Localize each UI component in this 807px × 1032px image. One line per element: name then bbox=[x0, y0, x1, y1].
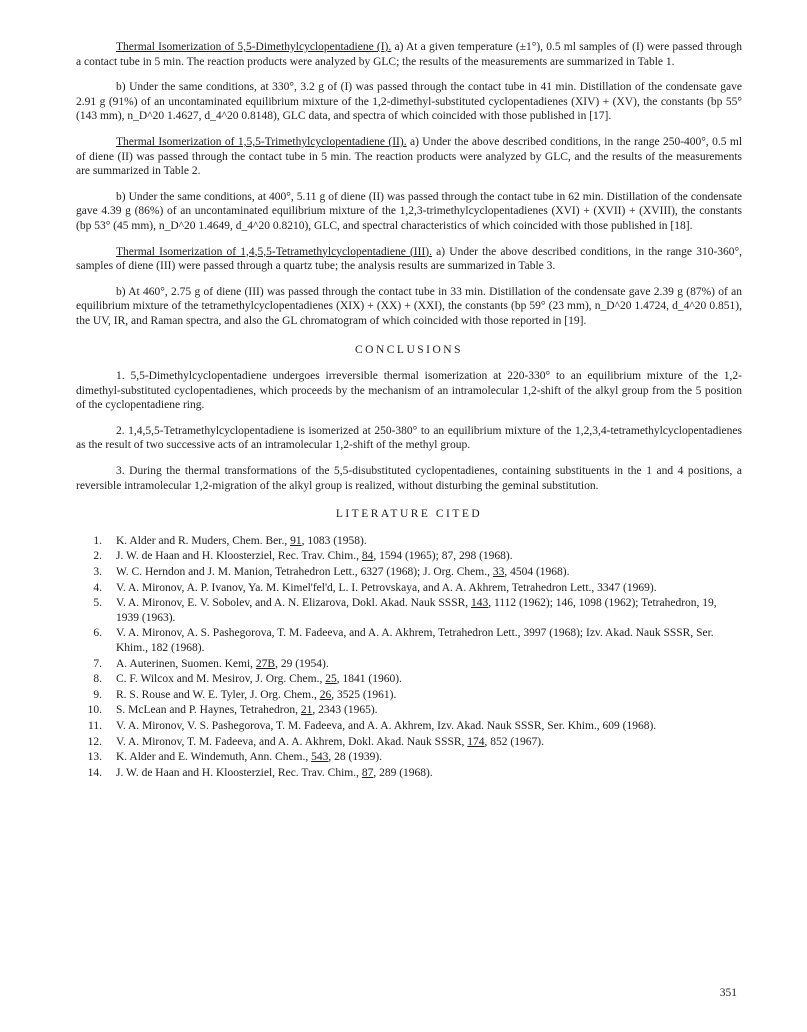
reference-number: 11 . bbox=[76, 719, 102, 734]
reference-text: C. F. Wilcox and M. Mesirov, J. Org. Chem., bbox=[116, 673, 326, 686]
reference-volume: 543 bbox=[311, 751, 329, 764]
conclusion-3: 3. During the thermal transformations of the 5,5-disubstituted cyclopentadienes, containing substituents in the 1 and 4 positions, a reversible intramolecular 1,2-migration of the alkyl group is realized, without disturbing the geminal substitution. bbox=[76, 465, 742, 492]
reference-item bbox=[76, 688, 742, 703]
reference-list bbox=[76, 534, 742, 781]
reference-number: 3 . bbox=[76, 565, 102, 580]
paragraph-thermal-isomerization-iii-b: b) At 460°, 2.75 g of diene (III) was passed through the contact tube in 33 min. Distillation of the condensate gave 2.39 g (87%) of an equilibrium mixture of the tetramethylcyclopentadienes (XIX) + (XX) + (XXI), the constants (bp 59° (23 mm), n_D^20 1.4724, d_4^20 0.851), the UV, IR, and Raman spectra, and also the GL chromatogram of which coincided with those reported in [19]. bbox=[76, 285, 742, 327]
reference-item bbox=[76, 596, 742, 625]
reference-number: 2 . bbox=[76, 549, 102, 564]
reference-item bbox=[76, 657, 742, 672]
page-body bbox=[76, 40, 742, 781]
reference-text: , 1083 (1958). bbox=[301, 534, 367, 547]
reference-text: V. A. Mironov, A. S. Pashegorova, T. M. Fadeeva, and A. A. Akhrem, Tetrahedron Lett., 3997 (1968); Izv. Akad. Nauk SSSR, Ser. Khim., 182 (1968). bbox=[116, 627, 714, 654]
reference-text: S. McLean and P. Haynes, Tetrahedron, bbox=[116, 704, 301, 717]
paragraph-thermal-isomerization-ii-b: b) Under the same conditions, at 400°, 5.11 g of diene (II) was passed through the contact tube in 62 min. Distillation of the condensate gave 4.39 g (86%) of an uncontaminated equilibrium mixture of the 1,2,3-trimethylcyclopentadienes (XVI) + (XVII) + (XVIII), the constants (bp 53° (45 mm), n_D^20 1.4649, d_4^20 0.8210), GLC, and spectral characteristics of which coincided with those published in [18]. bbox=[76, 190, 742, 232]
conclusion-2: 2. 1,4,5,5-Tetramethylcyclopentadiene is isomerized at 250-380° to an equilibrium mixture of the 1,2,3,4-tetramethylcyclopentadienes as the result of two successive acts of an intramolecular 1,2-shift of the methyl group. bbox=[76, 424, 742, 452]
reference-volume: 174 bbox=[467, 735, 485, 748]
reference-volume: 143 bbox=[471, 597, 489, 610]
reference-item bbox=[76, 735, 742, 750]
reference-item bbox=[76, 750, 742, 765]
reference-volume: 27B bbox=[255, 657, 276, 670]
reference-text: , 29 (1954). bbox=[275, 657, 329, 670]
reference-volume: 25 bbox=[325, 673, 337, 686]
reference-item bbox=[76, 719, 742, 734]
reference-number: 4 . bbox=[76, 581, 102, 596]
reference-text: J. W. de Haan and H. Kloosterziel, Rec. Trav. Chim., bbox=[116, 766, 362, 779]
paragraph-thermal-isomerization-ii-a bbox=[76, 135, 742, 179]
reference-item bbox=[76, 703, 742, 718]
reference-text: K. Alder and E. Windemuth, Ann. Chem., bbox=[116, 751, 312, 764]
reference-item bbox=[76, 626, 742, 655]
reference-number: 7 . bbox=[76, 657, 102, 672]
reference-volume: 26 bbox=[319, 688, 332, 701]
reference-text: , 852 (1967). bbox=[484, 735, 544, 748]
paragraph-text: a) Under the above described conditions, in the range 310-360°, samples of diene (III) were passed through a quartz tube; the analysis results are summarized in Table 3. bbox=[76, 245, 743, 273]
reference-item bbox=[76, 672, 742, 687]
reference-text: V. A. Mironov, E. V. Sobolev, and A. N. Elizarova, Dokl. Akad. Nauk SSSR, bbox=[116, 597, 472, 610]
reference-volume: 87 bbox=[361, 766, 374, 779]
paragraph-thermal-isomerization-iii-a bbox=[76, 245, 742, 274]
reference-text: V. A. Mironov, V. S. Pashegorova, T. M. Fadeeva, and A. A. Akhrem, Izv. Akad. Nauk SSSR, Ser. Khim., 609 (1968). bbox=[116, 719, 657, 732]
conclusion-1: 1. 5,5-Dimethylcyclopentadiene undergoes irreversible thermal isomerization at 220-330° to an equilibrium mixture of the 1,2-dimethyl-substituted cyclopentadienes, which proceeds by the mechanism of an intramolecular 1,2-shift of the alkyl group from the 5 position of the cyclopentadiene ring. bbox=[76, 370, 742, 412]
reference-item bbox=[76, 549, 742, 564]
reference-item bbox=[76, 766, 742, 781]
reference-text: V. A. Mironov, T. M. Fadeeva, and A. A. Akhrem, Dokl. Akad. Nauk SSSR, bbox=[116, 735, 468, 748]
paragraph-text: a) At a given temperature (±1°), 0.5 ml samples of (I) were passed through a contact tube in 5 min. The reaction products were analyzed by GLC; the results of the measurements are summarized in Table 1. bbox=[76, 41, 743, 68]
reference-number: 1 . bbox=[76, 534, 102, 549]
page-number: 351 bbox=[719, 987, 737, 999]
reference-text: , 2343 (1965). bbox=[312, 704, 378, 717]
reference-item bbox=[76, 581, 742, 596]
reference-number: 6 . bbox=[76, 626, 102, 641]
reference-text: W. C. Herndon and J. M. Manion, Tetrahedron Lett., 6327 (1968); J. Org. Chem., bbox=[116, 566, 493, 579]
reference-text: A. Auterinen, Suomen. Kemi, bbox=[116, 657, 256, 670]
reference-item bbox=[76, 565, 742, 580]
reference-number: 14 . bbox=[76, 766, 102, 781]
paragraph-thermal-isomerization-i-a bbox=[76, 40, 742, 69]
section-head: Thermal Isomerization of 1,5,5-Trimethylcyclopentadiene (II). bbox=[116, 135, 407, 148]
paragraph-thermal-isomerization-i-b: b) Under the same conditions, at 330°, 3.2 g of (I) was passed through the contact tube in 41 min. Distillation of the condensate gave 2.91 g (91%) of an uncontaminated equilibrium mixture of the 1,2-dimethyl-substituted cyclopentadienes (XIV) + (XV), the constants (bp 55° (143 mm), n_D^20 1.4627, d_4^20 0.8148), GLC data, and spectra of which coincided with those published in [17]. bbox=[76, 81, 742, 123]
reference-volume: 84 bbox=[361, 550, 374, 563]
reference-number: 10 . bbox=[76, 703, 102, 718]
reference-number: 9 . bbox=[76, 688, 102, 703]
reference-volume: 91 bbox=[290, 534, 302, 547]
reference-text: , 4504 (1968). bbox=[504, 566, 570, 579]
reference-number: 5 . bbox=[76, 596, 102, 611]
reference-text: , 289 (1968). bbox=[373, 766, 433, 779]
conclusions-heading: CONCLUSIONS bbox=[354, 343, 463, 356]
reference-number: 13 . bbox=[76, 750, 102, 765]
reference-volume: 33 bbox=[492, 566, 505, 579]
literature-heading: LITERATURE CITED bbox=[335, 508, 483, 521]
section-head: Thermal Isomerization of 1,4,5,5-Tetramethylcyclopentadiene (III). bbox=[116, 245, 432, 258]
reference-text: , 1594 (1965); 87, 298 (1968). bbox=[373, 550, 513, 563]
reference-text: , 28 (1939). bbox=[328, 751, 383, 764]
reference-text: V. A. Mironov, A. P. Ivanov, Ya. M. Kimel'fel'd, L. I. Petrovskaya, and A. A. Akhrem, Tetrahedron Lett., 3347 (1969). bbox=[116, 581, 657, 594]
section-head: Thermal Isomerization of 5,5-Dimethylcyclopentadiene (I). bbox=[116, 41, 392, 53]
reference-text: , 1112 (1962); 146, 1098 (1962); Tetrahedron, 19, 1939 (1963). bbox=[116, 597, 717, 624]
reference-number: 12 . bbox=[76, 735, 102, 750]
reference-text: R. S. Rouse and W. E. Tyler, J. Org. Chem., bbox=[116, 688, 320, 701]
paragraph-text: a) Under the above described conditions, in the range 250-400°, 0.5 ml of diene (II) was passed through the contact tube in 5 min. The reaction products were analyzed by GLC, and the results of the measurements are summarized in Table 2. bbox=[76, 135, 743, 178]
reference-number: 8 . bbox=[76, 672, 102, 687]
reference-volume: 21 bbox=[300, 704, 313, 717]
reference-text: , 3525 (1961). bbox=[331, 688, 397, 701]
reference-text: K. Alder and R. Muders, Chem. Ber., bbox=[116, 534, 291, 547]
reference-text: J. W. de Haan and H. Kloosterziel, Rec. Trav. Chim., bbox=[116, 550, 362, 563]
reference-text: , 1841 (1960). bbox=[336, 673, 402, 686]
reference-item bbox=[76, 534, 742, 549]
